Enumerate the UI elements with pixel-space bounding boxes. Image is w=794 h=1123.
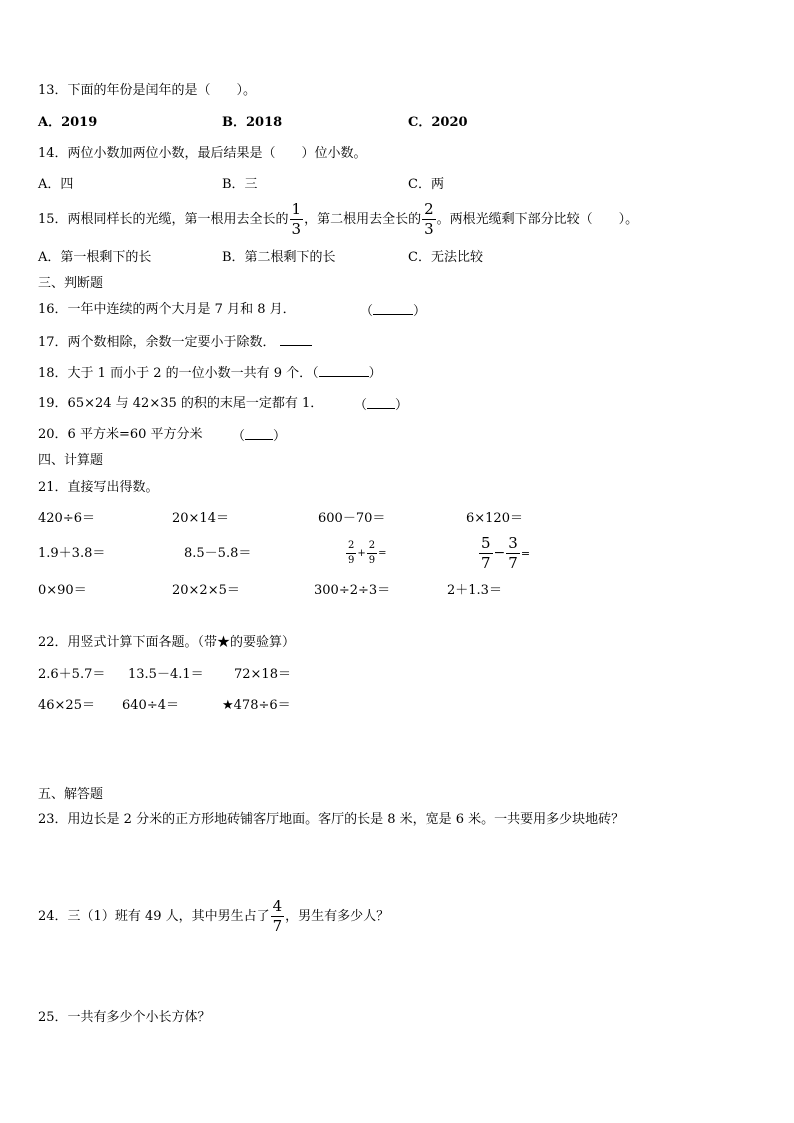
answer-line bbox=[245, 427, 273, 440]
question-17-answer-blank[interactable] bbox=[280, 333, 312, 346]
question-15-option-c: C．无法比较 bbox=[408, 250, 483, 265]
fraction-numerator: 5 bbox=[481, 533, 491, 552]
calc-item: 0×90＝ bbox=[38, 583, 87, 598]
question-14-option-a: A．四 bbox=[38, 177, 74, 192]
question-19: 19．65×24 与 42×35 的积的末尾一定都有 1． bbox=[38, 396, 324, 411]
calc-item-fraction-add bbox=[345, 536, 387, 572]
operator: − bbox=[493, 545, 506, 561]
calc-item: 13.5－4.1＝ bbox=[128, 667, 204, 682]
fraction-one-third bbox=[290, 202, 304, 237]
question-24-part-2: ，男生有多少人？ bbox=[285, 909, 390, 924]
fraction-numerator: 4 bbox=[272, 897, 283, 915]
question-17 bbox=[38, 333, 312, 351]
fraction bbox=[479, 533, 493, 572]
calc-item: 6×120＝ bbox=[466, 511, 523, 526]
paren-left: （ bbox=[354, 398, 368, 413]
question-14-option-c: C．两 bbox=[408, 177, 444, 192]
calc-item-fraction-subtract bbox=[478, 533, 530, 574]
fraction-four-sevenths bbox=[271, 899, 285, 934]
calc-item: 20×2×5＝ bbox=[172, 583, 240, 598]
fraction-numerator: 1 bbox=[291, 200, 302, 218]
fraction-denominator: 7 bbox=[508, 553, 518, 572]
question-20-answer-blank[interactable] bbox=[232, 427, 286, 445]
question-16-answer-blank[interactable] bbox=[360, 302, 426, 320]
question-13-stem: 13．下面的年份是闰年的是（ ）。 bbox=[38, 83, 257, 98]
section-3-heading: 三、判断题 bbox=[38, 276, 104, 291]
fraction-denominator: 9 bbox=[368, 555, 376, 566]
paren-left: （ bbox=[232, 429, 246, 444]
question-23: 23．用边长是 2 分米的正方形地砖铺客厅地面。客厅的长是 8 米，宽是 6 米。一共要用多少块地砖？ bbox=[38, 812, 625, 827]
question-17-text: 17．两个数相除，余数一定要小于除数． bbox=[38, 335, 276, 350]
fraction-numerator: 3 bbox=[508, 533, 518, 552]
question-21-stem: 21．直接写出得数。 bbox=[38, 480, 159, 495]
fraction-denominator: 7 bbox=[272, 917, 283, 935]
fraction-numerator: 2 bbox=[367, 541, 377, 554]
fraction-denominator: 3 bbox=[424, 220, 434, 238]
answer-line bbox=[367, 396, 395, 409]
question-20: 20．6 平方米=60 平方分米 bbox=[38, 427, 203, 442]
section-5-heading: 五、解答题 bbox=[38, 787, 104, 802]
question-18-text: 18．大于 1 而小于 2 的一位小数一共有 9 个．（ bbox=[38, 366, 319, 381]
section-4-heading: 四、计算题 bbox=[38, 453, 104, 468]
calc-item: 420÷6＝ bbox=[38, 511, 95, 526]
calc-item: 600－70＝ bbox=[318, 511, 386, 526]
question-13-option-a: A．2019 bbox=[38, 115, 98, 130]
calc-item: 2＋1.3＝ bbox=[447, 583, 502, 598]
question-16: 16．一年中连续的两个大月是 7 月和 8 月． bbox=[38, 302, 296, 317]
calc-item: 1.9＋3.8＝ bbox=[38, 546, 106, 561]
calc-item: 300÷2÷3＝ bbox=[314, 583, 391, 598]
calc-item: 640÷4＝ bbox=[122, 698, 179, 713]
question-15-option-a: A．第一根剩下的长 bbox=[38, 250, 152, 265]
fraction bbox=[346, 541, 356, 566]
calc-item: 8.5－5.8＝ bbox=[184, 546, 252, 561]
fraction-denominator: 3 bbox=[291, 220, 302, 238]
question-15-stem bbox=[38, 202, 638, 238]
fraction-denominator: 9 bbox=[348, 555, 355, 566]
question-15-part-1: 15．两根同样长的光缆，第一根用去全长的 bbox=[38, 212, 289, 227]
question-22-stem: 22．用竖式计算下面各题。（带★的要验算） bbox=[38, 635, 296, 650]
question-15-part-3: 。两根光缆剩下部分比较（ ）。 bbox=[436, 212, 639, 227]
calc-item: 2.6＋5.7＝ bbox=[38, 667, 106, 682]
fraction bbox=[367, 541, 377, 566]
fraction-numerator: 2 bbox=[346, 541, 356, 554]
calc-item: 46×25＝ bbox=[38, 698, 95, 713]
paren-right: ） bbox=[273, 429, 287, 444]
paren-right: ） bbox=[395, 398, 409, 413]
paren-right: ） bbox=[368, 366, 382, 381]
answer-line bbox=[373, 302, 413, 315]
equals: = bbox=[378, 548, 387, 559]
question-13-option-b: B．2018 bbox=[222, 115, 283, 130]
operator: + bbox=[357, 548, 366, 559]
question-19-answer-blank[interactable] bbox=[354, 396, 408, 414]
paren-left: （ bbox=[360, 304, 374, 319]
fraction-denominator: 7 bbox=[481, 553, 491, 572]
paren-right: ） bbox=[413, 304, 427, 319]
question-15-option-b: B．第二根剩下的长 bbox=[222, 250, 336, 265]
question-15-part-2: ，第二根用去全长的 bbox=[304, 212, 422, 227]
fraction bbox=[506, 533, 520, 572]
calc-item: 20×14＝ bbox=[172, 511, 229, 526]
question-14-option-b: B．三 bbox=[222, 177, 258, 192]
equals: = bbox=[520, 547, 531, 560]
question-24 bbox=[38, 897, 389, 937]
fraction-numerator: 2 bbox=[424, 200, 434, 218]
fraction-two-thirds bbox=[422, 202, 436, 237]
question-25: 25．一共有多少个小长方体？ bbox=[38, 1010, 211, 1025]
question-18 bbox=[38, 364, 382, 382]
calc-item: ★478÷6＝ bbox=[222, 698, 291, 713]
question-18-answer-blank[interactable] bbox=[319, 364, 369, 377]
question-14-stem: 14．两位小数加两位小数，最后结果是（ ）位小数。 bbox=[38, 146, 367, 161]
question-24-part-1: 24．三（1）班有 49 人，其中男生占了 bbox=[38, 909, 270, 924]
question-13-option-c: C．2020 bbox=[408, 115, 468, 130]
calc-item: 72×18＝ bbox=[234, 667, 291, 682]
